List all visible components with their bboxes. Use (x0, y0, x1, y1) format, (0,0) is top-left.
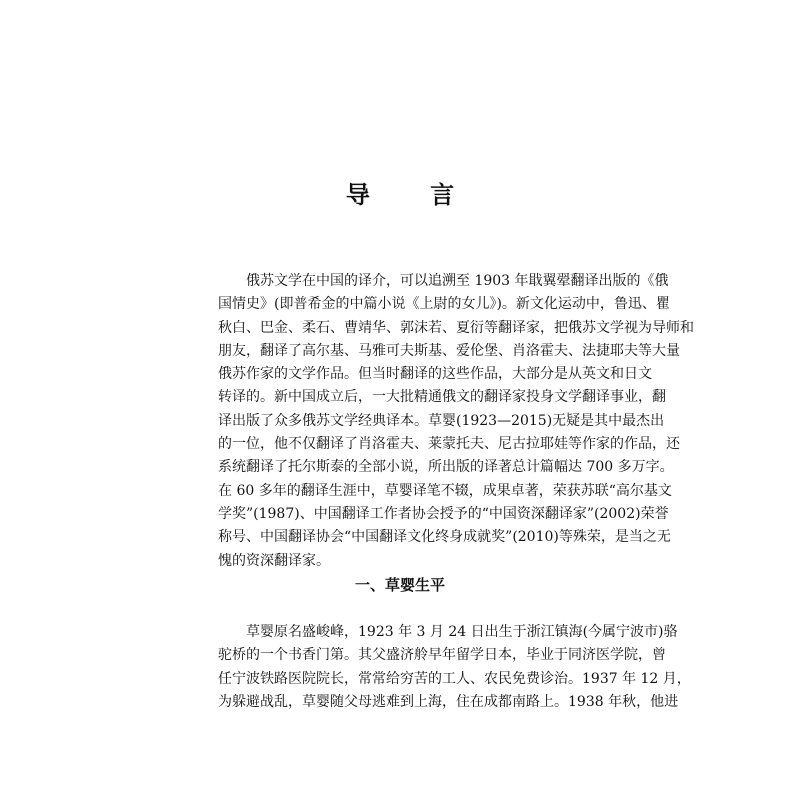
text-line: 秋白、巴金、柔石、曹靖华、郭沫若、夏衍等翻译家，把俄苏文学视为导师和 (218, 319, 694, 336)
text-line: 系统翻译了托尔斯泰的全部小说，所出版的译著总计篇幅达 700 多万字。 (218, 459, 674, 476)
text-line: 译出版了众多俄苏文学经典译本。草婴(1923—2015)无疑是其中最杰出 (218, 412, 665, 429)
text-line: 愧的资深翻译家。 (218, 552, 330, 569)
page-title: 导 言 (345, 181, 481, 209)
text-line: 学奖”(1987)、中国翻译工作者协会授予的“中国资深翻译家”(2002)荣誉 (218, 505, 669, 522)
text-line: 国情史》(即普希金的中篇小说《上尉的女儿》)。新文化运动中，鲁迅、瞿 (218, 296, 670, 313)
intro-paragraph (218, 270, 694, 573)
text-line: 驼桥的一个书香门第。其父盛济舲早年留学日本，毕业于同济医学院，曾 (218, 647, 666, 664)
text-line: 的一位，他不仅翻译了肖洛霍夫、莱蒙托夫、尼古拉耶娃等作家的作品，还 (218, 436, 680, 453)
section-paragraph (218, 621, 691, 714)
text-line: 草婴原名盛峻峰，1923 年 3 月 24 日出生于浙江镇海(今属宁波市)骆 (218, 624, 678, 640)
text-line: 在 60 多年的翻译生涯中，草婴译笔不辍，成果卓著，荣获苏联“高尔基文 (218, 482, 672, 499)
text-line: 俄苏作家的文学作品。但当时翻译的这些作品，大部分是从英文和日文 (218, 366, 652, 383)
text-line: 称号、中国翻译协会“中国翻译文化终身成就奖”(2010)等殊荣，是当之无 (218, 529, 671, 546)
text-line: 任宁波铁路医院院长，常常给穷苦的工人、农民免费诊治。1937 年 12 月， (218, 670, 691, 687)
text-line: 为躲避战乱，草婴随父母逃难到上海，住在成都南路上。1938 年秋，他进 (218, 693, 679, 710)
text-line: 俄苏文学在中国的译介，可以追溯至 1903 年戢翼翚翻译出版的《俄 (218, 273, 669, 289)
text-line: 朋友，翻译了高尔基、马雅可夫斯基、爱伦堡、肖洛霍夫、法捷耶夫等大量 (218, 342, 680, 359)
text-line: 转译的。新中国成立后，一大批精通俄文的翻译家投身文学翻译事业，翻 (218, 389, 666, 406)
section-heading: 一、草婴生平 (354, 576, 445, 594)
